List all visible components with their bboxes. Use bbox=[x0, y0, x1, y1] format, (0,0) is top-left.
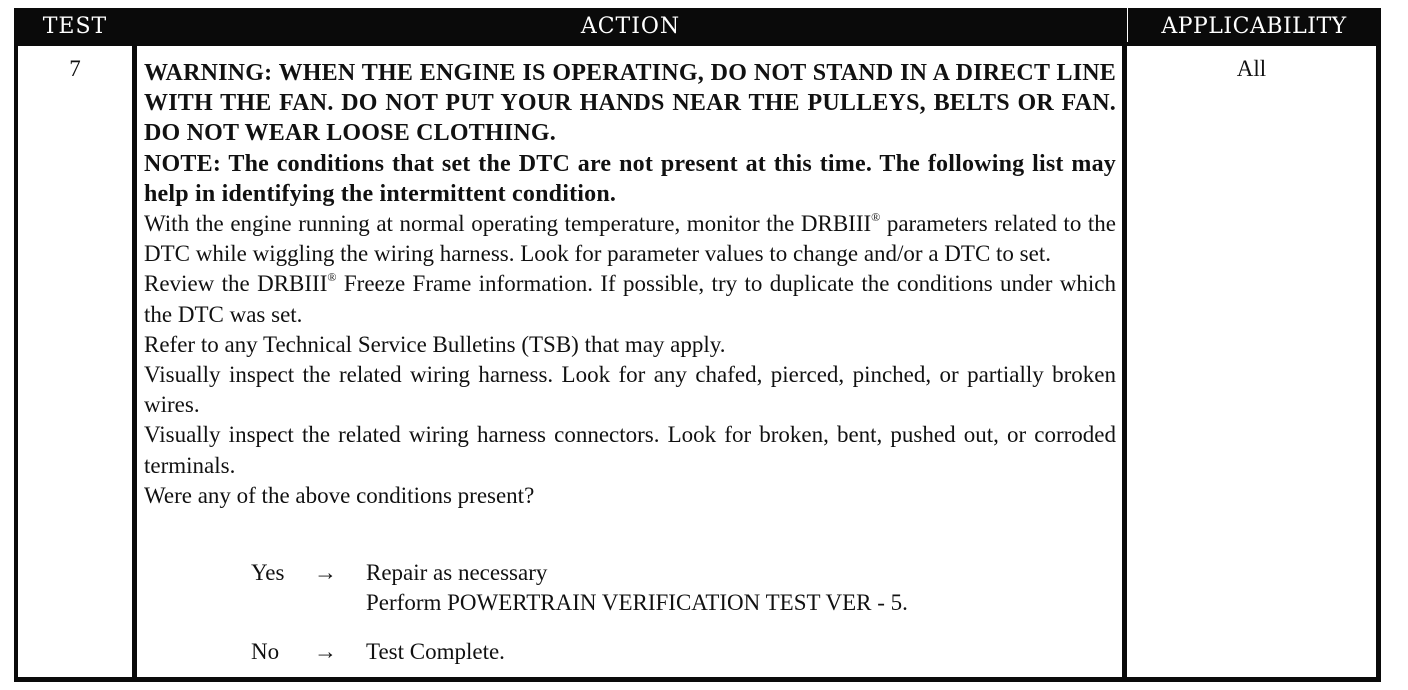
action-text bbox=[144, 58, 1116, 511]
note-text: NOTE: The conditions that set the DTC are not present at this time. The following list may help in identifying the intermittent condition. bbox=[144, 150, 1116, 207]
table-border-right bbox=[1376, 8, 1381, 682]
result-yes-line2: Perform POWERTRAIN VERIFICATION TEST VER - 5. bbox=[366, 590, 908, 615]
question-text: Were any of the above conditions present? bbox=[144, 482, 535, 508]
column-divider-action bbox=[1122, 8, 1127, 682]
result-yes-label: Yes bbox=[251, 560, 285, 585]
table-border-bottom bbox=[14, 677, 1381, 682]
step-inspect-connectors: Visually inspect the related wiring harness connectors. Look for broken, bent, pushed out, or corroded terminals. bbox=[144, 422, 1116, 478]
result-no-label: No bbox=[251, 639, 280, 664]
step-monitor-drbiii bbox=[144, 209, 1116, 269]
result-yes-line1: Repair as necessary bbox=[366, 560, 548, 585]
test-number: 7 bbox=[69, 56, 81, 81]
registered-mark: ® bbox=[327, 270, 337, 285]
step-freeze-frame bbox=[144, 269, 1116, 329]
applicability-value: All bbox=[1236, 56, 1267, 81]
step-monitor-part1: With the engine running at normal operating temperature, monitor the DRBIII bbox=[144, 211, 872, 237]
header-test: TEST bbox=[14, 8, 136, 44]
step-freeze-part2: Freeze Frame information. If possible, try to duplicate the conditions under which the DTC was set. bbox=[144, 271, 1116, 327]
column-divider-test bbox=[132, 8, 137, 682]
right-arrow-icon: → bbox=[314, 639, 337, 664]
result-no-line1: Test Complete. bbox=[366, 639, 505, 664]
right-arrow-icon: → bbox=[314, 560, 337, 585]
header-action: ACTION bbox=[136, 8, 1125, 44]
registered-mark: ® bbox=[871, 210, 881, 225]
header-applicability: APPLICABILITY bbox=[1128, 8, 1380, 44]
step-inspect-harness: Visually inspect the related wiring harness. Look for any chafed, pierced, pinched, or partially broken wires. bbox=[144, 362, 1116, 418]
step-monitor-part2: parameters related to the DTC while wiggling the wiring harness. Look for parameter values to change and/or a DTC to set. bbox=[144, 211, 1116, 267]
step-tsb: Refer to any Technical Service Bulletins (TSB) that may apply. bbox=[144, 331, 726, 357]
table-border-left bbox=[14, 8, 18, 682]
step-freeze-part1: Review the DRBIII bbox=[144, 271, 328, 297]
warning-text: WARNING: WHEN THE ENGINE IS OPERATING, DO NOT STAND IN A DIRECT LINE WITH THE FAN. DO NOT PUT YOUR HANDS NEAR THE PULLEYS, BELTS OR FAN. DO NOT WEAR LOOSE CLOTHING. bbox=[144, 60, 1116, 147]
